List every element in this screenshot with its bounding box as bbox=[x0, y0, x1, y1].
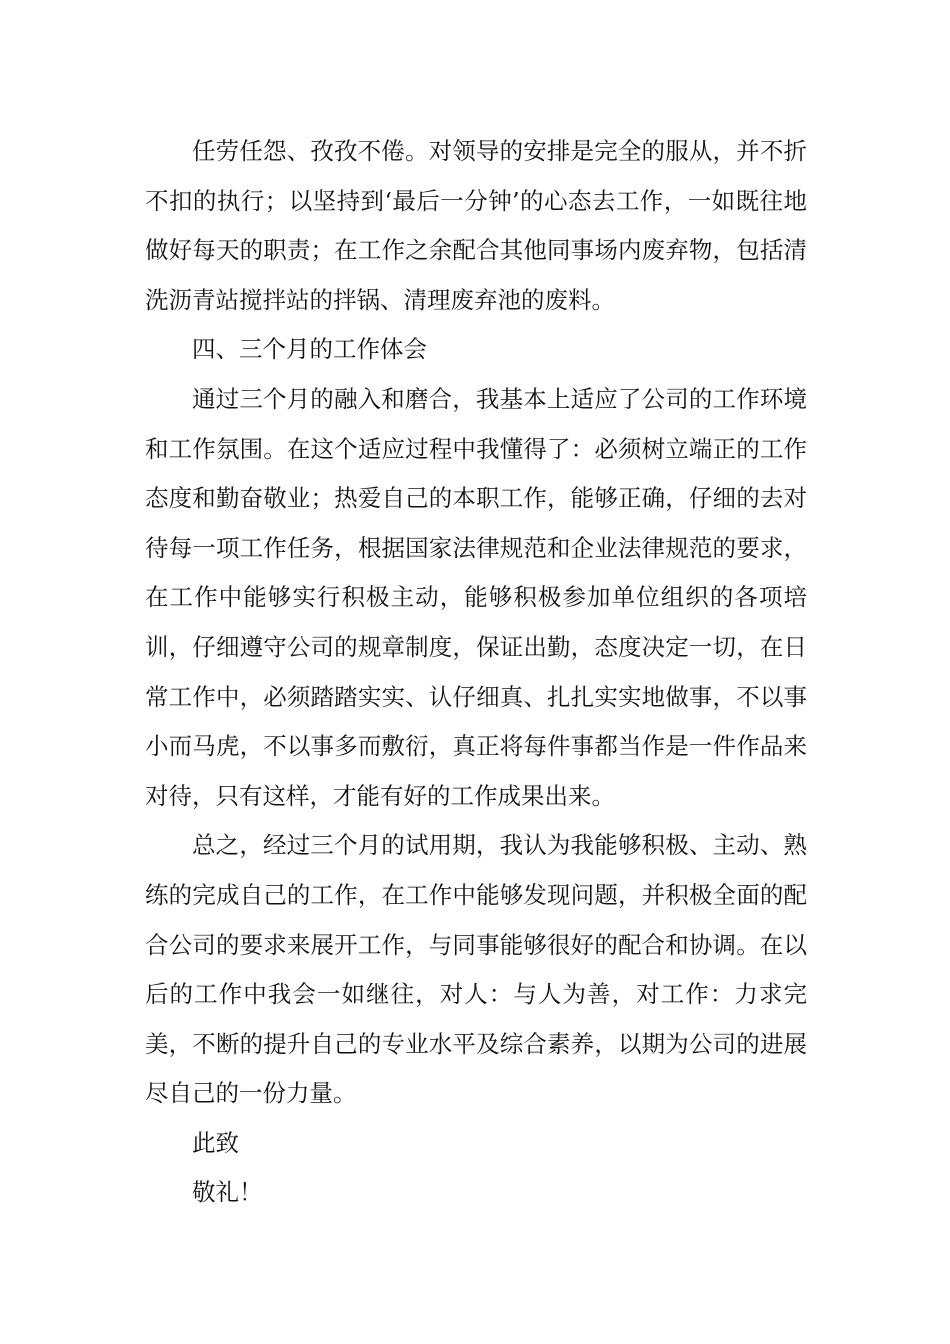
paragraph-summary: 总之，经过三个月的试用期，我认为我能够积极、主动、熟练的完成自己的工作，在工作中能够发现问题，并积极全面的配合公司的要求来展开工作，与同事能够很好的配合和协调。在以后的工作中我会一如继往，对人：与人为善，对工作：力求完美，不断的提升自己的专业水平及综合素养，以期为公司的进展尽自己的一份力量。 bbox=[145, 831, 807, 1108]
paragraph-experience: 通过三个月的融入和磨合，我基本上适应了公司的工作环境和工作氛围。在这个适应过程中我懂得了：必须树立端正的工作态度和勤奋敬业；热爱自己的本职工作，能够正确，仔细的去对待每一项工作任务，根据国家法律规范和企业法律规范的要求，在工作中能够实行积极主动，能够积极参加单位组织的各项培训，仔细遵守公司的规章制度，保证出勤，态度决定一切，在日常工作中，必须踏踏实实、认仔细真、扎扎实实地做事，不以事小而马虎，不以事多而敷衍，真正将每件事都当作是一件作品来对待，只有这样，才能有好的工作成果出来。 bbox=[145, 384, 807, 810]
section-heading-work-experience: 四、三个月的工作体会 bbox=[192, 335, 427, 364]
closing-regards: 敬礼！ bbox=[192, 1178, 263, 1207]
paragraph-duties: 任劳任怨、孜孜不倦。对领导的安排是完全的服从，并不折不扣的执行；以坚持到‘最后一分钟’的心态去工作，一如既往地做好每天的职责；在工作之余配合其他同事场内废弃物，包括清洗沥青站搅拌站的拌锅、清理废弃池的废料。 bbox=[145, 137, 807, 314]
closing-salutation: 此致 bbox=[192, 1128, 239, 1157]
document-body bbox=[145, 127, 807, 1218]
